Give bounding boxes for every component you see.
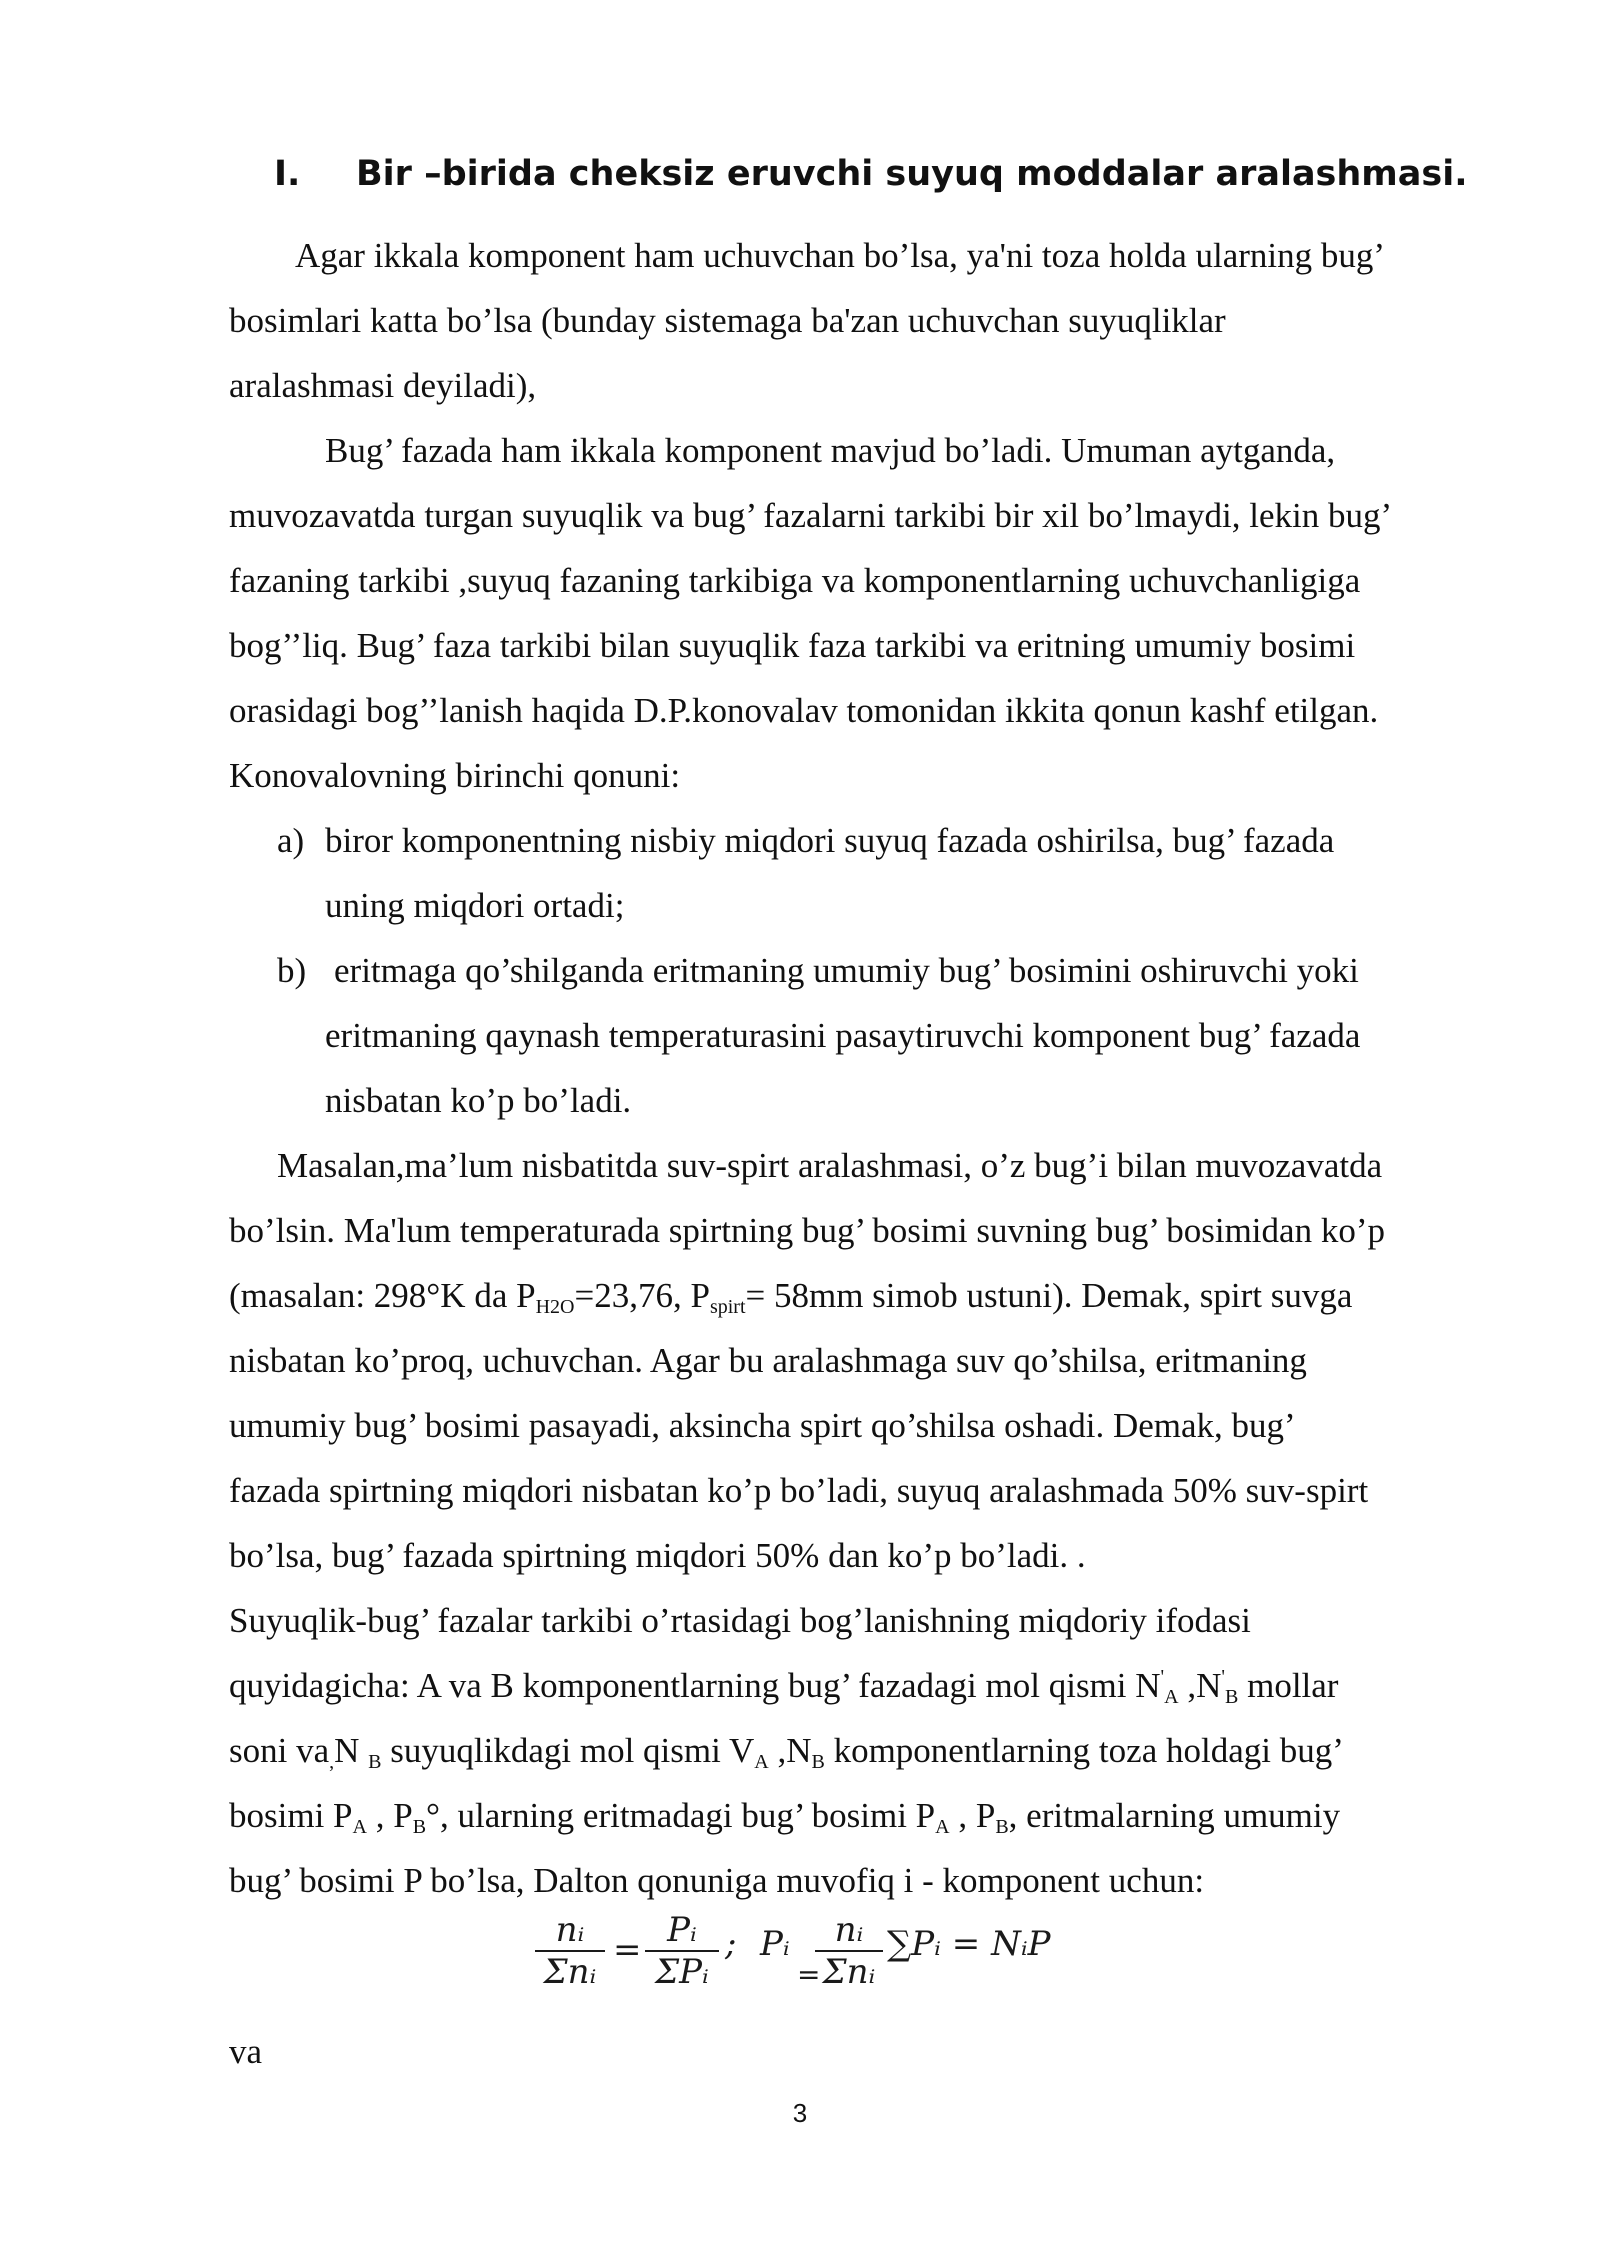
equals-sign-low: = (797, 1958, 821, 1991)
section-number: I. (274, 154, 301, 194)
subscript: A (352, 1816, 367, 1838)
paragraph-line: Bug’ fazada ham ikkala komponent mavjud bo’ladi. Umuman aytganda, (325, 431, 1336, 470)
subscript: B (811, 1751, 825, 1773)
fraction-mole-2: nᵢ Σnᵢ (815, 1910, 883, 1992)
paragraph-line: muvozavatda turgan suyuqlik va bug’ fazalarni tarkibi bir xil bo’lmaydi, lekin bug’ (229, 496, 1393, 535)
section-heading (274, 154, 1468, 194)
subscript: A (935, 1816, 950, 1838)
paragraph-line: quyidagicha: A va B komponentlarning bug’ fazadagi mol qismi $N'_A$ $,N'_B$ mollar (229, 1666, 1339, 1708)
page-number: 3 (792, 2098, 808, 2128)
paragraph-line: soni $va_,N$ $_B$ suyuqlikdagi mol qismi $V_A$ $,N_B$ komponentlarning toza holdagi bug’ (229, 1731, 1344, 1773)
paragraph-line: bo’lsa, bug’ fazada spirtning miqdori 50% dan ko’p bo’ladi. . (229, 1536, 1086, 1575)
subscript: spirt (709, 1296, 746, 1318)
list-item-b-line: nisbatan ko’p bo’ladi. (325, 1081, 632, 1120)
list-marker-b: b) (277, 951, 307, 990)
paragraph-line: nisbatan ko’proq, uchuvchan. Agar bu aralashmaga suv qo’shilsa, eritmaning (229, 1341, 1307, 1380)
subscript: B (995, 1816, 1009, 1838)
list-item-b-line: eritmaga qo’shilganda eritmaning umumiy bug’ bosimini oshiruvchi yoki (334, 951, 1359, 990)
paragraph-line: bosimi $P_A$ , $P_B^\circ$, ularning eritmadagi bug’ bosimi $P_A$ , $P_B$, eritmalarning umumiy (229, 1796, 1341, 1838)
sum-expression: ∑Pᵢ = NᵢP (887, 1924, 1051, 1964)
subscript: , (329, 1751, 335, 1773)
subscript: A (1164, 1686, 1179, 1708)
paragraph-line: Masalan,ma’lum nisbatitda suv-spirt aralashmasi, o’z bug’i bilan muvozavatda (277, 1146, 1383, 1185)
paragraph-line: Agar ikkala komponent ham uchuvchan bo’lsa, ya'ni toza holda ularning bug’ (295, 236, 1386, 275)
paragraph-line: Konovalovning birinchi qonuni: (229, 756, 681, 795)
paragraph-line: umumiy bug’ bosimi pasayadi, aksincha spirt qo’shilsa oshadi. Demak, bug’ (229, 1406, 1296, 1445)
semicolon: ; (725, 1924, 737, 1964)
paragraph-line: bog’’liq. Bug’ faza tarkibi bilan suyuqlik faza tarkibi va eritning umumiy bosimi (229, 626, 1356, 665)
fraction-pressure: Pᵢ ΣPᵢ (645, 1910, 719, 1992)
list-item-a-line: biror komponentning nisbiy miqdori suyuq fazada oshirilsa, bug’ fazada (325, 821, 1335, 860)
fraction-mole: nᵢ Σnᵢ (535, 1910, 605, 1992)
superscript: ' (1160, 1666, 1165, 1688)
pressure-symbol: Pᵢ (760, 1924, 790, 1964)
subscript: B (1225, 1686, 1239, 1708)
paragraph-line: orasidagi bog’’lanish haqida D.P.konovalav tomonidan ikkita qonun kashf etilgan. (229, 691, 1379, 730)
subscript: B (368, 1751, 382, 1773)
subscript: H2O (535, 1296, 575, 1318)
paragraph-line: fazaning tarkibi ,suyuq fazaning tarkibiga va komponentlarning uchuvchanligiga (229, 561, 1361, 600)
list-item-b-line: eritmaning qaynash temperaturasini pasaytiruvchi komponent bug’ fazada (325, 1016, 1361, 1055)
paragraph-line: (masalan: 298°K da $P_{H2O}=23,76$, $P_{spirt}= 58mm$ simob ustuni). Demak, spirt suvga (229, 1276, 1353, 1318)
paragraph-line: fazada spirtning miqdori nisbatan ko’p bo’ladi, suyuq aralashmada 50% suv-spirt (229, 1471, 1369, 1510)
paragraph-line: bug’ bosimi P bo’lsa, Dalton qonuniga muvofiq i - komponent uchun: (229, 1861, 1205, 1900)
closing-word: va (229, 2032, 263, 2071)
paragraph-line: bosimlari katta bo’lsa (bunday sistemaga ba'zan uchuvchan suyuqliklar (229, 301, 1226, 340)
superscript: ' (1221, 1666, 1225, 1688)
list-item-a-line: uning miqdori ortadi; (325, 886, 625, 925)
list-marker-a: a) (277, 821, 305, 860)
paragraph-line: bo’lsin. Ma'lum temperaturada spirtning bug’ bosimi suvning bug’ bosimidan ko’p (229, 1211, 1385, 1250)
subscript: A (754, 1751, 769, 1773)
dalton-formula (535, 1910, 1075, 2010)
subscript: B (412, 1816, 427, 1838)
equals-sign: = (613, 1930, 642, 1970)
section-title: Bir –birida cheksiz eruvchi suyuq moddalar aralashmasi. (356, 154, 1468, 194)
paragraph-line: aralashmasi deyiladi), (229, 366, 537, 405)
paragraph-line: Suyuqlik-bug’ fazalar tarkibi o’rtasidagi bog’lanishning miqdoriy ifodasi (229, 1601, 1251, 1640)
